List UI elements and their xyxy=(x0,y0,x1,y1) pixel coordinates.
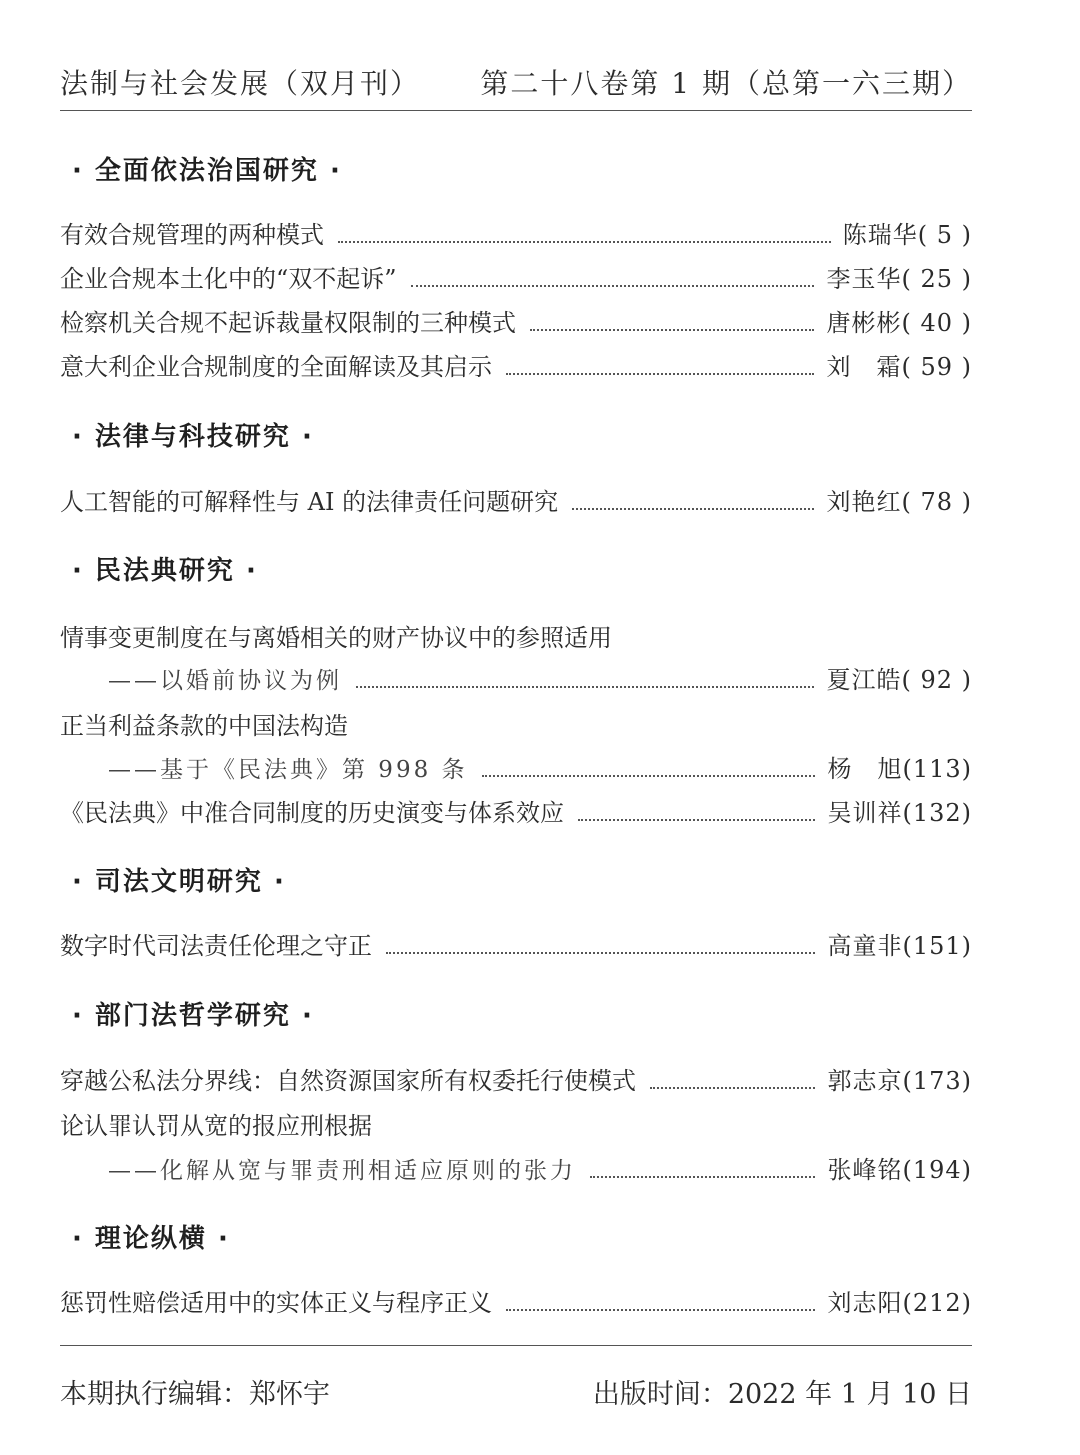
entry-page: ( 40 ) xyxy=(901,309,972,337)
entry-page: ( 78 ) xyxy=(901,488,972,516)
leader-dots xyxy=(506,1309,815,1311)
header-rule xyxy=(60,110,972,111)
entry-title[interactable]: 正当利益条款的中国法构造 xyxy=(60,712,348,740)
entry-title[interactable]: 情事变更制度在与离婚相关的财产协议中的参照适用 xyxy=(60,624,612,652)
leader-dots xyxy=(578,819,815,821)
toc-entry[interactable] xyxy=(60,1061,972,1097)
toc-entry[interactable] xyxy=(60,1283,972,1319)
entry-author: 夏江皓 xyxy=(826,666,902,694)
leader-dots xyxy=(572,508,814,510)
toc-entry[interactable] xyxy=(60,303,972,339)
entry-title: 企业合规本土化中的“双不起诉” xyxy=(60,265,397,293)
entry-page: (173) xyxy=(902,1067,972,1095)
entry-author: 李玉华 xyxy=(826,265,902,293)
toc-entry[interactable] xyxy=(60,482,972,518)
entry-page: (113) xyxy=(902,755,972,783)
leader-dots xyxy=(530,329,814,331)
entry-page: (151) xyxy=(902,932,972,960)
page-footer xyxy=(60,1372,972,1412)
toc-page xyxy=(60,0,972,1455)
entry-page: (194) xyxy=(902,1156,972,1184)
toc-entry[interactable] xyxy=(108,1150,972,1186)
toc-entry[interactable] xyxy=(60,347,972,383)
entry-title: 《民法典》中准合同制度的历史演变与体系效应 xyxy=(60,799,564,827)
section-heading: · 法律与科技研究 · xyxy=(72,422,314,452)
entry-author: 张峰铭 xyxy=(827,1156,903,1184)
entry-subtitle: ——基于《民法典》第 998 条 xyxy=(108,757,468,783)
entry-title: 有效合规管理的两种模式 xyxy=(60,221,324,249)
journal-header xyxy=(60,62,972,102)
entry-author: 刘艳红 xyxy=(826,488,902,516)
section-heading: · 理论纵横 · xyxy=(72,1224,230,1254)
leader-dots xyxy=(482,775,816,777)
entry-author: 刘志阳 xyxy=(827,1289,903,1317)
entry-author: 唐彬彬 xyxy=(826,309,902,337)
leader-dots xyxy=(338,241,831,243)
entry-title: 人工智能的可解释性与 AI 的法律责任问题研究 xyxy=(60,488,559,516)
leader-dots xyxy=(506,373,814,375)
toc-entry[interactable] xyxy=(60,259,972,295)
leader-dots xyxy=(386,952,815,954)
entry-title[interactable]: 论认罪认罚从宽的报应刑根据 xyxy=(60,1112,372,1140)
entry-author: 杨 旭 xyxy=(827,755,903,783)
entry-page: (212) xyxy=(902,1289,972,1317)
entry-title: 检察机关合规不起诉裁量权限制的三种模式 xyxy=(60,309,516,337)
leader-dots xyxy=(411,285,815,287)
entry-title: 惩罚性赔偿适用中的实体正义与程序正义 xyxy=(60,1289,492,1317)
entry-title: 意大利企业合规制度的全面解读及其启示 xyxy=(60,353,492,381)
leader-dots xyxy=(650,1087,815,1089)
entry-author: 陈瑞华 xyxy=(842,221,918,249)
section-heading: · 部门法哲学研究 · xyxy=(72,1001,314,1031)
toc-entry[interactable] xyxy=(108,749,972,785)
entry-subtitle: ——化解从宽与罪责刑相适应原则的张力 xyxy=(108,1158,576,1184)
entry-page: ( 25 ) xyxy=(901,265,972,293)
entry-author: 高童非 xyxy=(827,932,903,960)
footer-rule xyxy=(60,1345,972,1346)
journal-title: 法制与社会发展（双月刊） xyxy=(60,67,421,100)
section-heading: · 司法文明研究 · xyxy=(72,867,286,897)
entry-page: ( 5 ) xyxy=(917,221,972,249)
issue-info: 第二十八卷第 1 期（总第一六三期） xyxy=(480,67,972,100)
entry-author: 吴训祥 xyxy=(827,799,903,827)
section-heading: · 民法典研究 · xyxy=(72,556,258,586)
section-heading: · 全面依法治国研究 · xyxy=(72,156,342,186)
leader-dots xyxy=(356,686,814,688)
toc-entry[interactable] xyxy=(108,660,972,696)
toc-entry[interactable] xyxy=(60,793,972,829)
entry-page: ( 59 ) xyxy=(901,353,972,381)
executive-editor: 本期执行编辑：郑怀宇 xyxy=(60,1379,330,1410)
entry-title: 穿越公私法分界线：自然资源国家所有权委托行使模式 xyxy=(60,1067,636,1095)
toc-entry[interactable] xyxy=(60,926,972,962)
entry-subtitle: ——以婚前协议为例 xyxy=(108,668,342,694)
entry-page: ( 92 ) xyxy=(901,666,972,694)
entry-page: (132) xyxy=(902,799,972,827)
entry-author: 刘 霜 xyxy=(826,353,902,381)
toc-entry[interactable] xyxy=(60,215,972,251)
publication-date: 出版时间：2022 年 1 月 10 日 xyxy=(592,1379,972,1410)
leader-dots xyxy=(590,1176,815,1178)
entry-title: 数字时代司法责任伦理之守正 xyxy=(60,932,372,960)
entry-author: 郭志京 xyxy=(827,1067,903,1095)
